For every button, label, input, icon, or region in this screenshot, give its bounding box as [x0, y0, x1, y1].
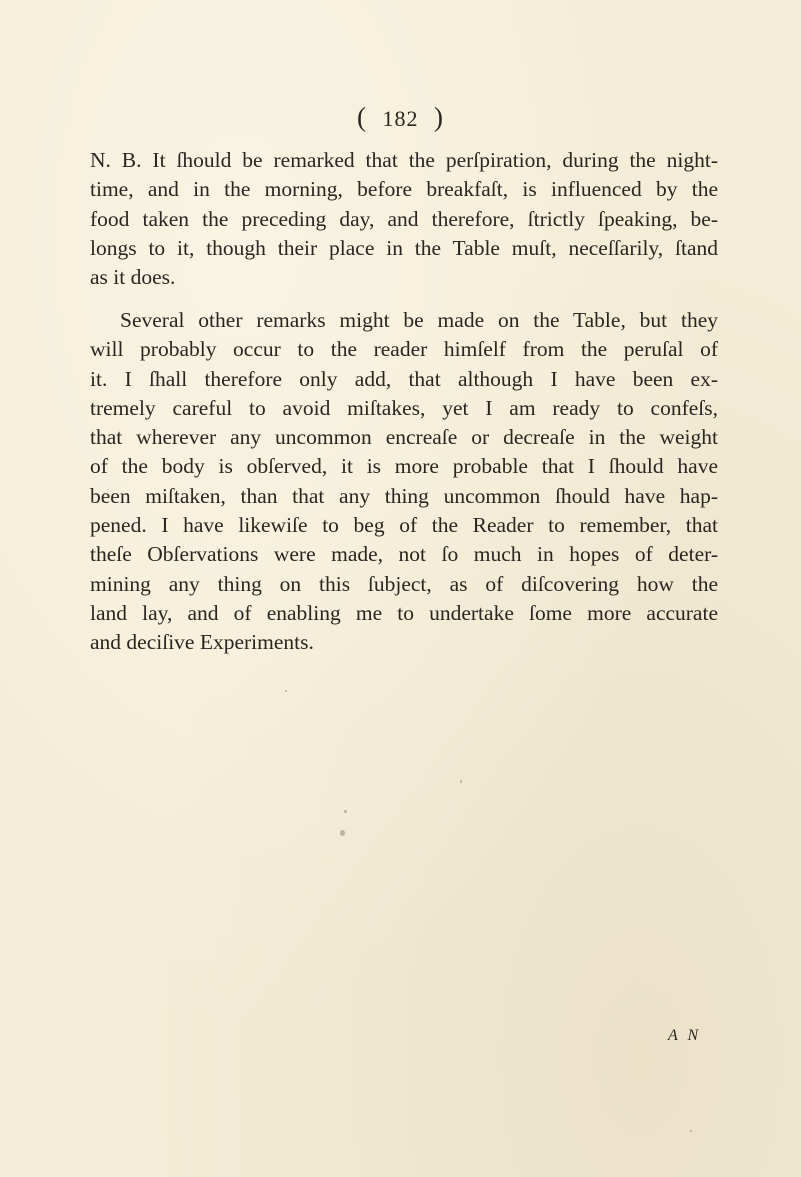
text-line: tremely careful to avoid miſtakes, yet I am ready to confeſs,: [90, 395, 718, 420]
text-line: as it does.: [90, 265, 176, 290]
paper-speck: [690, 1130, 692, 1132]
text-line: land lay, and of enabling me to undertake ſome more accurate: [90, 600, 718, 625]
page-number-header: [0, 102, 801, 133]
text-line: longs to it, though their place in the Table muſt, neceſſarily, ſtand: [90, 235, 718, 260]
text-line: pened. I have likewiſe to beg of the Reader to remember, that: [90, 513, 718, 538]
text-line: time, and in the morning, before breakfaſt, is influenced by the: [90, 177, 718, 202]
text-line: it. I ſhall therefore only add, that although I have been ex-: [90, 366, 718, 391]
text-line: will probably occur to the reader himſelf from the peruſal of: [90, 337, 718, 362]
paper-speck: [340, 830, 345, 836]
text-line: N. B. It ſhould be remarked that the perſpiration, during the night-: [90, 148, 718, 172]
paper-speck: [344, 810, 347, 813]
text-line: that wherever any uncommon encreaſe or decreaſe in the weight: [90, 425, 718, 450]
text-line: Several other remarks might be made on the Table, but they: [120, 308, 718, 332]
paragraph-nb-note: [90, 146, 718, 292]
page-number: 182: [382, 106, 419, 131]
paragraph-remarks: [90, 306, 718, 658]
text-line: theſe Obſervations were made, not ſo much in hopes of deter-: [90, 542, 718, 567]
text-line: and deciſive Experiments.: [90, 630, 314, 655]
text-line: mining any thing on this ſubject, as of diſcovering how the: [90, 571, 718, 596]
text-line: been miſtaken, than that any thing uncommon ſhould have hap-: [90, 483, 718, 508]
paren-close: ): [434, 102, 444, 132]
text-line: food taken the preceding day, and therefore, ſtrictly ſpeaking, be-: [90, 206, 718, 231]
paren-open: (: [357, 102, 367, 132]
catchword: A N: [668, 1027, 702, 1044]
paper-speck: [285, 690, 287, 692]
text-line: of the body is obſerved, it is more probable that I ſhould have: [90, 454, 718, 479]
paper-speck: [460, 780, 462, 783]
